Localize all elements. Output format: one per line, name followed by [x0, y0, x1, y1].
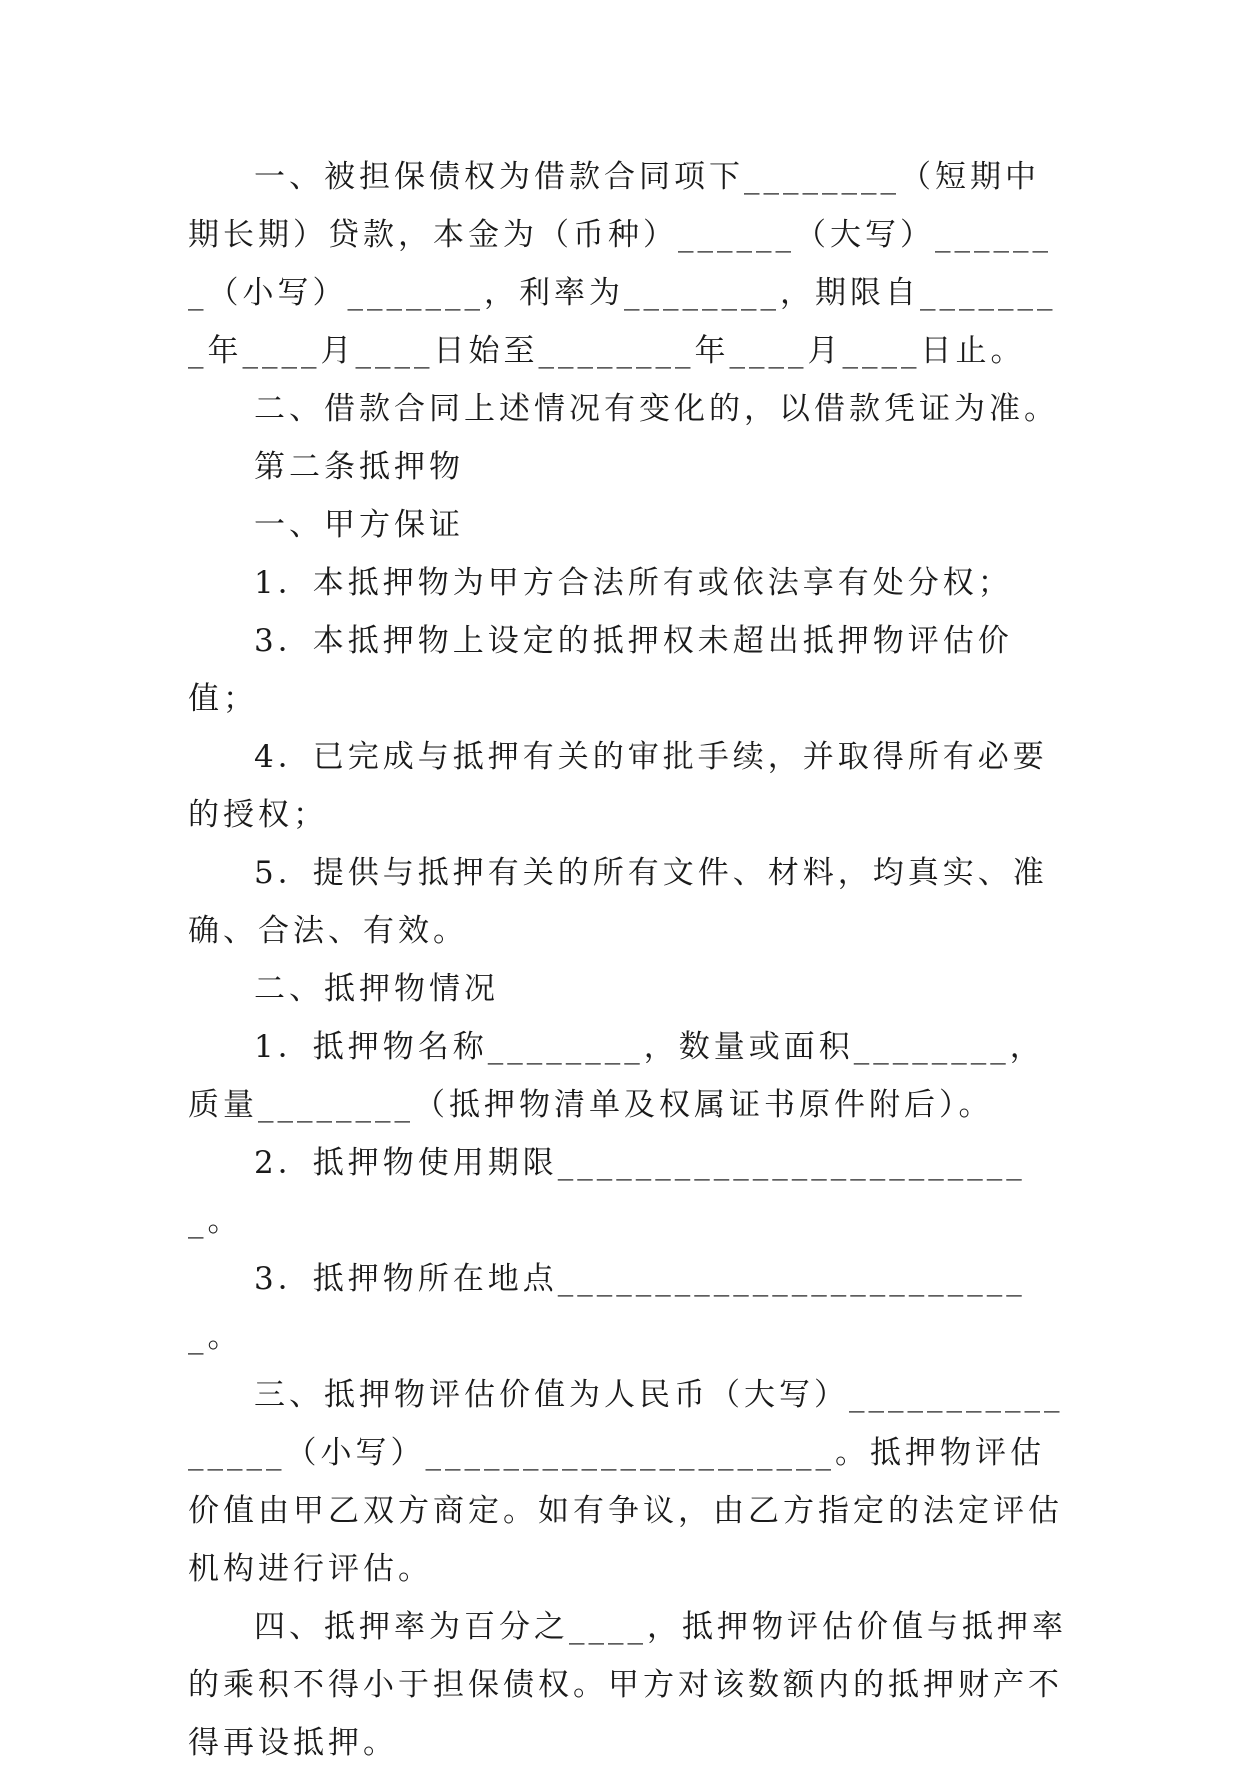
paragraph-appraisal-value: 三、抵押物评估价值为人民币（大写）________________（小写）_____________________。抵押物评估价值由甲乙双方商定。如有争议，由乙方指定的法定评估机构进行评估。 — [188, 1377, 1064, 1587]
paragraph-secured-claim: 一、被担保债权为借款合同项下________（短期中期长期）贷款，本金为（币种）______（大写）_______（小写）_______，利率为________，期限自________年____月____日始至________年____月____日止。 — [188, 159, 1057, 369]
list-item-ownership: 1．本抵押物为甲方合法所有或依法享有处分权； — [254, 565, 1013, 601]
list-item-location: 3．抵押物所在地点_________________________。 — [188, 1261, 1026, 1355]
paragraph-mortgage-rate: 四、抵押率为百分之____，抵押物评估价值与抵押率的乘积不得小于担保债权。甲方对该数额内的抵押财产不得再设抵押。 — [188, 1609, 1067, 1761]
list-item-value-limit: 3．本抵押物上设定的抵押权未超出抵押物评估价值； — [188, 623, 1013, 717]
list-item-documents: 5．提供与抵押有关的所有文件、材料，均真实、准确、合法、有效。 — [188, 855, 1048, 949]
list-item-collateral-name: 1．抵押物名称________，数量或面积________，质量________（抵押物清单及权属证书原件附后）。 — [188, 1029, 1045, 1123]
section-heading-collateral: 第二条抵押物 — [254, 449, 464, 485]
subheading-party-a-guarantee: 一、甲方保证 — [254, 507, 464, 543]
subheading-collateral-status: 二、抵押物情况 — [254, 971, 499, 1007]
paragraph-loan-voucher: 二、借款合同上述情况有变化的，以借款凭证为准。 — [254, 391, 1059, 427]
list-item-usage-period: 2．抵押物使用期限_________________________。 — [188, 1145, 1026, 1239]
document-page — [188, 148, 1068, 1772]
list-item-approval: 4．已完成与抵押有关的审批手续，并取得所有必要的授权； — [188, 739, 1048, 833]
